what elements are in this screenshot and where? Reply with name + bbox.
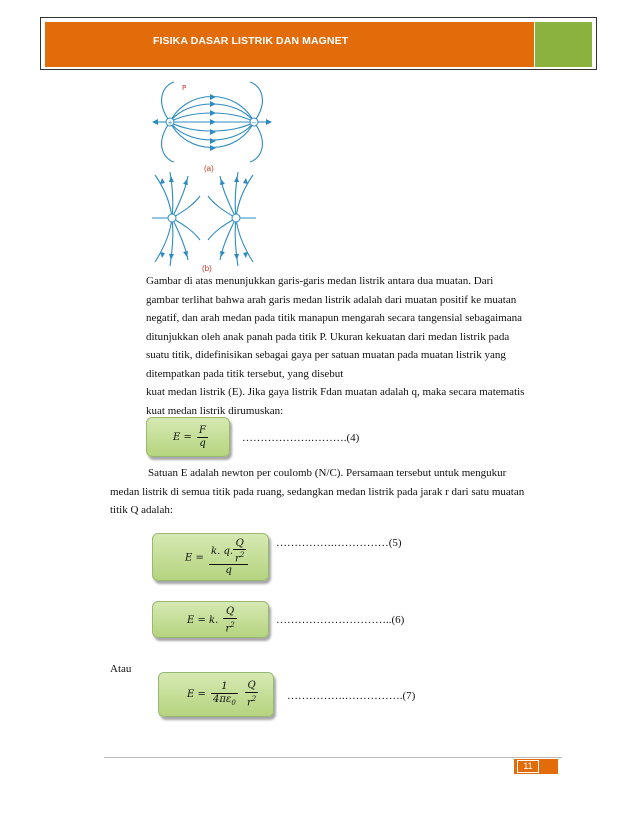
eq4-reference: ……………….……….(4) <box>242 432 360 444</box>
header-green-block <box>534 22 592 67</box>
eq5-reference: …………….……………(5) <box>276 537 402 549</box>
paragraph-unit-description <box>110 464 570 520</box>
eq5-denominator: q <box>225 565 232 577</box>
eq6-denominator: $r^2$ <box>225 621 235 635</box>
equation-6-box <box>152 601 269 638</box>
eq7-denominator-2: $r^2$ <box>247 695 257 709</box>
figure-dipole-field <box>152 80 272 173</box>
page-header <box>40 17 597 70</box>
equation-7-box <box>158 672 274 717</box>
paragraph-line: Gambar di atas menunjukkan garis-garis medan listrik antara dua muatan. Dari <box>146 275 494 287</box>
equation-5-box <box>152 533 269 581</box>
eq7-numerator-1: 1 <box>211 681 238 694</box>
eq6-reference: …………………………..(6) <box>276 614 405 626</box>
eq4-numerator: F <box>199 425 206 436</box>
negative-charge-label: − <box>251 119 257 127</box>
header-title: FISIKA DASAR LISTRIK DAN MAGNET <box>153 35 349 47</box>
paragraph-line: suatu titik, didefinisikan sebagai gaya per satuan muatan pada muatan listrik yang <box>146 349 506 361</box>
paragraph-line: medan listrik di semua titik pada ruang, sedangkan medan listrik pada jarak r dari satu muatan <box>110 485 525 498</box>
eq7-reference: …………….…………….(7) <box>287 690 416 702</box>
eq7-fraction-1 <box>211 681 238 709</box>
equation-4-box <box>146 417 230 457</box>
dipole-field-lines <box>152 80 272 170</box>
eq6-fraction <box>223 606 236 635</box>
eq5-fraction <box>209 539 248 577</box>
eq4-denominator: q <box>199 438 206 449</box>
paragraph-line: negatif, dan arah medan pada titik manapun mengarah secara tangensial sebagaimana <box>146 312 522 324</box>
eq6-numerator: Q <box>223 606 236 619</box>
eq5-lhs: E = <box>185 552 204 564</box>
paragraph-field-lines-description <box>146 272 566 420</box>
eq4-lhs: E = <box>173 432 192 443</box>
caption-a: (a) <box>204 164 214 173</box>
header-band <box>45 22 535 67</box>
atau-label: Atau <box>110 663 132 675</box>
paragraph-line: ditempatkan pada titik tersebut, yang disebut <box>146 367 344 380</box>
eq5-numerator: k. q. $\frac{Q}{r^2}$ <box>209 539 248 565</box>
paragraph-line: kuat medan listrik dirumuskan: <box>146 404 284 417</box>
paragraph-line: kuat medan listrik (E). Jika gaya listrik Fdan muatan adalah q, maka secara matematis <box>146 386 525 398</box>
page-number-badge <box>514 759 558 774</box>
eq7-denominator-1: $4\pi\varepsilon_0$ <box>213 693 236 707</box>
paragraph-line: Satuan E adalah newton per coulomb (N/C). Persamaan tersebut untuk mengukur <box>148 467 507 479</box>
like-charges-field-lines <box>150 170 270 270</box>
paragraph-line: titik Q adalah: <box>110 504 173 516</box>
positive-charge-label: + <box>167 119 173 127</box>
point-p-label: P <box>182 84 187 92</box>
figure-like-charges-field <box>150 170 270 273</box>
eq7-fraction-2 <box>245 680 258 709</box>
eq7-numerator-2: Q <box>245 680 258 693</box>
paragraph-line: ditunjukkan oleh anak panah pada titik P. Ukuran kekuatan dari medan listrik pada <box>146 330 510 343</box>
eq4-fraction <box>197 425 208 450</box>
paragraph-line: gambar terlihat bahwa arah garis medan listrik adalah dari muatan positif ke muatan <box>146 293 517 306</box>
eq7-lhs: E = <box>187 689 206 701</box>
caption-b: (b) <box>202 264 212 273</box>
eq6-lhs: E = k. <box>187 615 219 627</box>
footer-divider <box>104 757 562 758</box>
page-number: 11 <box>517 760 539 773</box>
